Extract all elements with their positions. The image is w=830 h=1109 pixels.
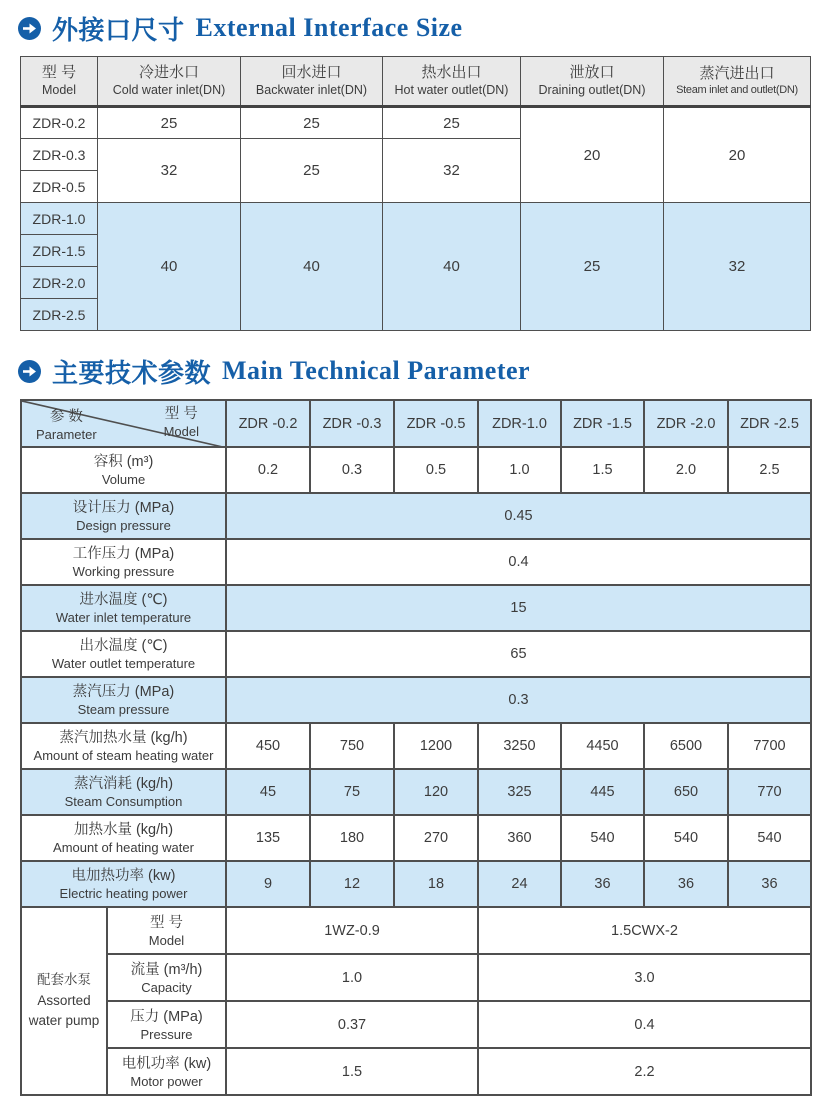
value-cell-merged: 32 xyxy=(383,139,521,203)
value-cell: 3250 xyxy=(478,723,561,769)
value-cell-merged: 32 xyxy=(664,203,811,331)
value-cell: 1200 xyxy=(394,723,478,769)
table-row xyxy=(21,723,811,769)
table-row xyxy=(21,203,811,235)
value-cell: 25 xyxy=(383,107,521,139)
value-cell: 0.5 xyxy=(394,447,478,493)
header-zh: 热水出口 xyxy=(421,64,482,82)
value-cell-merged: 32 xyxy=(98,139,241,203)
value-cell: 9 xyxy=(226,861,310,907)
table-row xyxy=(21,1001,811,1048)
pump-param-label-cell xyxy=(107,1048,226,1095)
param-label-cell xyxy=(21,585,226,631)
value-cell: 270 xyxy=(394,815,478,861)
value-cell: 45 xyxy=(226,769,310,815)
param-en: Model xyxy=(148,932,185,948)
column-header-cold-water-inlet xyxy=(98,57,241,107)
column-header-draining-outlet xyxy=(521,57,664,107)
param-zh: 出水温度 (℃) xyxy=(79,638,168,655)
value-cell-merged: 0.4 xyxy=(226,539,811,585)
param-zh: 加热水量 (kg/h) xyxy=(73,822,174,839)
param-zh: 蒸汽消耗 (kg/h) xyxy=(73,776,174,793)
value-cell: 1.5 xyxy=(561,447,644,493)
param-en: Water outlet temperature xyxy=(51,656,196,672)
header-en: Hot water outlet(DN) xyxy=(394,83,509,98)
table-row xyxy=(21,447,811,493)
column-header-model: ZDR-1.0 xyxy=(478,400,561,447)
param-en: Volume xyxy=(101,472,146,488)
corner-param-en: Parameter xyxy=(36,427,97,443)
value-cell: 25 xyxy=(98,107,241,139)
section2-title-en: Main Technical Parameter xyxy=(222,356,531,385)
value-cell-merged: 1.5 xyxy=(226,1048,478,1095)
value-cell: 1.0 xyxy=(478,447,561,493)
column-header-model: ZDR -0.2 xyxy=(226,400,310,447)
param-zh: 容积 (m³) xyxy=(93,454,154,471)
param-en: Electric heating power xyxy=(59,886,188,902)
value-cell-merged: 15 xyxy=(226,585,811,631)
pump-param-label-cell xyxy=(107,907,226,954)
section1-title-en: External Interface Size xyxy=(195,13,463,42)
value-cell: 24 xyxy=(478,861,561,907)
corner-param-label xyxy=(36,407,97,443)
model-cell: ZDR-0.2 xyxy=(21,107,98,139)
param-en: Motor power xyxy=(130,1073,203,1089)
header-zh: 回水进口 xyxy=(281,64,342,82)
value-cell: 750 xyxy=(310,723,394,769)
param-zh: 进水温度 (℃) xyxy=(79,592,168,609)
header-en: Draining outlet(DN) xyxy=(538,83,646,98)
header-zh: 冷进水口 xyxy=(138,64,199,82)
value-cell-merged: 40 xyxy=(98,203,241,331)
param-zh: 设计压力 (MPa) xyxy=(72,500,175,517)
model-cell: ZDR-1.0 xyxy=(21,203,98,235)
model-cell: ZDR-0.5 xyxy=(21,171,98,203)
value-cell-merged: 3.0 xyxy=(478,954,811,1001)
value-cell: 450 xyxy=(226,723,310,769)
value-cell-merged: 40 xyxy=(383,203,521,331)
column-header-model: ZDR -0.5 xyxy=(394,400,478,447)
param-zh: 型 号 xyxy=(149,914,184,931)
column-header-backwater-inlet xyxy=(241,57,383,107)
param-label-cell xyxy=(21,539,226,585)
param-label-cell xyxy=(21,815,226,861)
param-label-cell xyxy=(21,631,226,677)
header-zh: 泄放口 xyxy=(569,64,615,82)
header-en: Cold water inlet(DN) xyxy=(112,83,226,98)
pump-group-label-cell xyxy=(21,907,107,1095)
arrow-bullet-icon xyxy=(18,360,41,383)
value-cell-merged: 40 xyxy=(241,203,383,331)
value-cell-merged: 0.4 xyxy=(478,1001,811,1048)
table-row xyxy=(21,631,811,677)
param-en: Steam pressure xyxy=(77,702,170,718)
column-header-model: ZDR -2.0 xyxy=(644,400,728,447)
value-cell-merged: 2.2 xyxy=(478,1048,811,1095)
param-label-cell xyxy=(21,769,226,815)
header-zh: 型 号 xyxy=(41,64,77,82)
value-cell: 180 xyxy=(310,815,394,861)
column-header-model: ZDR -2.5 xyxy=(728,400,811,447)
value-cell-merged: 1.5CWX-2 xyxy=(478,907,811,954)
value-cell-merged: 1WZ-0.9 xyxy=(226,907,478,954)
table-row xyxy=(21,861,811,907)
param-label-cell xyxy=(21,723,226,769)
value-cell: 770 xyxy=(728,769,811,815)
param-en: Amount of heating water xyxy=(53,840,194,856)
param-en: Amount of steam heating water xyxy=(33,748,214,764)
pump-label-en2: water pump xyxy=(28,1013,100,1029)
table-row xyxy=(21,539,811,585)
param-en: Design pressure xyxy=(76,518,171,534)
value-cell: 36 xyxy=(644,861,728,907)
value-cell: 25 xyxy=(241,107,383,139)
pump-param-label-cell xyxy=(107,954,226,1001)
header-en: Backwater inlet(DN) xyxy=(255,83,368,98)
model-cell: ZDR-2.0 xyxy=(21,267,98,299)
value-cell: 6500 xyxy=(644,723,728,769)
table-row xyxy=(21,585,811,631)
value-cell: 445 xyxy=(561,769,644,815)
column-header-steam-inlet-outlet xyxy=(664,57,811,107)
param-label-cell xyxy=(21,493,226,539)
section1-title-zh: 外接口尺寸 xyxy=(52,15,185,45)
table-row xyxy=(21,677,811,723)
value-cell: 540 xyxy=(644,815,728,861)
value-cell: 7700 xyxy=(728,723,811,769)
value-cell: 2.5 xyxy=(728,447,811,493)
section1-title xyxy=(18,12,830,44)
value-cell: 12 xyxy=(310,861,394,907)
table-row xyxy=(21,493,811,539)
right-arrow-icon xyxy=(23,23,36,34)
column-header-hot-water-outlet xyxy=(383,57,521,107)
table-header-row xyxy=(21,400,811,447)
value-cell-merged: 0.45 xyxy=(226,493,811,539)
section2-title xyxy=(18,355,830,387)
section2-title-zh: 主要技术参数 xyxy=(52,358,212,388)
corner-model-label xyxy=(164,404,199,440)
param-label-cell xyxy=(21,861,226,907)
param-zh: 流量 (m³/h) xyxy=(130,961,203,978)
value-cell-merged: 25 xyxy=(241,139,383,203)
value-cell: 650 xyxy=(644,769,728,815)
value-cell: 36 xyxy=(728,861,811,907)
value-cell: 0.2 xyxy=(226,447,310,493)
header-en: Steam inlet and outlet(DN) xyxy=(676,84,798,97)
model-cell: ZDR-2.5 xyxy=(21,299,98,331)
param-label-cell xyxy=(21,447,226,493)
param-en: Capacity xyxy=(141,979,192,995)
corner-model-en: Model xyxy=(163,424,199,440)
value-cell: 0.3 xyxy=(310,447,394,493)
value-cell-merged: 1.0 xyxy=(226,954,478,1001)
param-en: Steam Consumption xyxy=(64,794,183,810)
value-cell: 75 xyxy=(310,769,394,815)
param-zh: 蒸汽加热水量 (kg/h) xyxy=(59,730,188,747)
table-header-row xyxy=(21,57,811,107)
table-row xyxy=(21,769,811,815)
param-zh: 压力 (MPa) xyxy=(130,1008,203,1025)
corner-header-cell xyxy=(21,400,226,447)
value-cell-merged: 0.3 xyxy=(226,677,811,723)
arrow-bullet-icon xyxy=(18,17,41,40)
param-zh: 电机功率 (kw) xyxy=(121,1055,212,1072)
header-zh: 蒸汽进出口 xyxy=(699,65,775,82)
param-zh: 蒸汽压力 (MPa) xyxy=(72,684,175,701)
value-cell: 540 xyxy=(728,815,811,861)
param-zh: 电加热功率 (kw) xyxy=(71,868,176,885)
value-cell: 36 xyxy=(561,861,644,907)
value-cell-merged: 20 xyxy=(664,107,811,203)
value-cell-merged: 65 xyxy=(226,631,811,677)
value-cell: 540 xyxy=(561,815,644,861)
table-row xyxy=(21,815,811,861)
value-cell: 135 xyxy=(226,815,310,861)
value-cell: 325 xyxy=(478,769,561,815)
value-cell: 18 xyxy=(394,861,478,907)
value-cell: 4450 xyxy=(561,723,644,769)
value-cell-merged: 25 xyxy=(521,203,664,331)
pump-label-zh: 配套水泵 xyxy=(37,971,91,987)
right-arrow-icon xyxy=(23,366,36,377)
column-header-model: ZDR -1.5 xyxy=(561,400,644,447)
value-cell: 2.0 xyxy=(644,447,728,493)
table-row xyxy=(21,107,811,139)
pump-param-label-cell xyxy=(107,1001,226,1048)
header-en: Model xyxy=(41,83,77,98)
model-cell: ZDR-1.5 xyxy=(21,235,98,267)
param-zh: 工作压力 (MPa) xyxy=(72,546,175,563)
param-label-cell xyxy=(21,677,226,723)
model-cell: ZDR-0.3 xyxy=(21,139,98,171)
table-row xyxy=(21,907,811,954)
table-row xyxy=(21,954,811,1001)
value-cell-merged: 20 xyxy=(521,107,664,203)
technical-parameter-table xyxy=(20,399,812,1096)
external-interface-table xyxy=(20,56,811,331)
column-header-model xyxy=(21,57,98,107)
column-header-model: ZDR -0.3 xyxy=(310,400,394,447)
pump-label-en1: Assorted xyxy=(37,992,91,1008)
table-row xyxy=(21,1048,811,1095)
value-cell: 120 xyxy=(394,769,478,815)
param-en: Pressure xyxy=(140,1026,193,1042)
param-en: Working pressure xyxy=(72,564,175,580)
corner-param-zh: 参 数 xyxy=(49,409,83,426)
param-en: Water inlet temperature xyxy=(55,610,192,626)
value-cell-merged: 0.37 xyxy=(226,1001,478,1048)
corner-model-zh: 型 号 xyxy=(164,406,198,422)
value-cell: 360 xyxy=(478,815,561,861)
